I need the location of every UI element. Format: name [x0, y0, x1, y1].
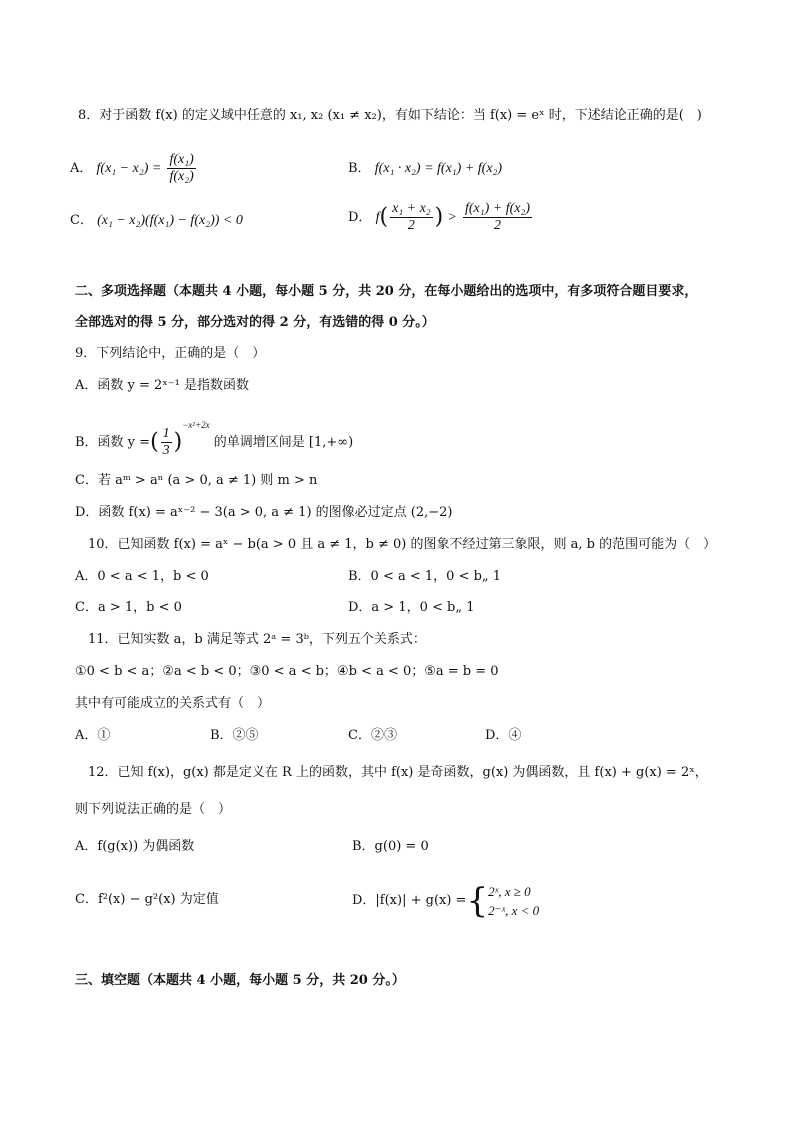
q9-option-b-fraction — [161, 426, 172, 459]
q9-option-d: D．函数 f(x) = aˣ⁻² − 3(a > 0, a ≠ 1) 的图像必过定点 (2,−2) — [75, 505, 453, 520]
q8-option-d-lhs-denominator: 2 — [407, 218, 415, 233]
q9-option-b-exponent: −x²+2x — [182, 420, 210, 430]
q9-option-b-suffix: 的单调增区间是 [1,+∞) — [213, 435, 354, 450]
q8-option-a-expr: f(x₁ − x₂) = — [96, 161, 162, 176]
q12-option-b: B．g(0) = 0 — [352, 839, 429, 854]
q12-option-d — [352, 882, 539, 922]
q11-stem: 11．已知实数 a，b 满足等式 2ᵃ = 3ᵇ，下列五个关系式： — [88, 632, 426, 647]
q12-option-d-prefix: D．|f(x)| + g(x) = — [352, 893, 467, 908]
q8-option-d-f: f — [375, 210, 380, 225]
q9-option-b-rparen: ) — [173, 429, 183, 455]
q10-stem: 10．已知函数 f(x) = aˣ − b(a > 0 且 a ≠ 1，b ≠ 0) 的图象不经过第三象限，则 a, b 的范围可能为（ ） — [88, 537, 717, 552]
q8-option-b-label: B． — [348, 161, 371, 176]
q12-option-d-case1: 2ˣ, x ≥ 0 — [488, 884, 531, 899]
q8-option-a-label: A． — [70, 161, 93, 176]
q8-option-d-rhs-fraction — [463, 201, 532, 234]
q10-option-d: D．a > 1，0 < b„ 1 — [348, 600, 475, 615]
section-2-heading-line2: 全部选对的得 5 分，部分选对的得 2 分，有选错的得 0 分。） — [75, 315, 435, 330]
q8-option-c — [70, 212, 243, 230]
q8-option-b — [348, 160, 502, 178]
q9-option-c: C．若 aᵐ > aⁿ (a > 0, a ≠ 1) 则 m > n — [75, 473, 318, 488]
q8-option-a-numerator: f(x₁) — [169, 152, 194, 167]
q8-option-c-label: C． — [70, 213, 93, 228]
q11-option-d: D．④ — [485, 728, 522, 743]
q8-option-d-operator: > — [447, 210, 457, 225]
q9-option-a: A．函数 y = 2ˣ⁻¹ 是指数函数 — [75, 378, 250, 393]
q12-option-d-cases — [488, 882, 539, 920]
q11-option-a: A．① — [75, 728, 111, 743]
q11-option-b: B．②⑤ — [210, 728, 259, 743]
q10-option-b: B．0 < a < 1，0 < b„ 1 — [348, 569, 502, 584]
q9-option-b-lparen: ( — [150, 429, 159, 455]
q10-option-a: A．0 < a < 1，b < 0 — [75, 569, 209, 584]
q11-question: 其中有可能成立的关系式有（ ） — [75, 696, 271, 711]
q8-option-d-rparen: ) — [434, 204, 444, 230]
q8-option-d-lhs-fraction — [390, 201, 433, 234]
section-2-heading-line1: 二、多项选择题（本题共 4 小题，每小题 5 分，共 20 分，在每小题给出的选项中，有多项符合题目要求， — [75, 284, 698, 299]
q8-option-b-expr: f(x₁ · x₂) = f(x₁) + f(x₂) — [374, 161, 503, 176]
q9-option-b-prefix: B．函数 y = — [75, 435, 151, 450]
q8-option-d-rhs-denominator: 2 — [494, 218, 502, 233]
q12-stem-continued: 则下列说法正确的是（ ） — [75, 802, 232, 817]
q8-option-d — [348, 201, 534, 234]
q8-option-d-lparen: ( — [379, 204, 389, 230]
q8-option-d-label: D． — [348, 210, 372, 225]
q8-option-a — [70, 152, 198, 185]
q8-option-a-denominator: f(x₂) — [169, 169, 194, 184]
q12-option-c: C．f²(x) − g²(x) 为定值 — [75, 892, 219, 907]
q9-stem: 9．下列结论中，正确的是（ ） — [75, 346, 266, 361]
q12-option-a: A．f(g(x)) 为偶函数 — [75, 839, 195, 854]
q12-option-d-case2: 2⁻ˣ, x < 0 — [488, 903, 540, 918]
q8-option-d-rhs-numerator: f(x₁) + f(x₂) — [465, 201, 531, 216]
q12-option-d-brace: { — [466, 881, 489, 921]
q12-stem: 12．已知 f(x)，g(x) 都是定义在 R 上的函数，其中 f(x) 是奇函数，g(x) 为偶函数，且 f(x) + g(x) = 2ˣ， — [88, 765, 708, 780]
q9-option-b — [75, 416, 353, 459]
q8-option-d-lhs-numerator: x₁ + x₂ — [392, 201, 431, 216]
q11-relations: ①0 < b < a；②a < b < 0；③0 < a < b；④b < a < 0；⑤a = b = 0 — [75, 664, 499, 679]
q8-option-a-fraction — [167, 152, 195, 185]
q9-option-b-numerator: 1 — [162, 426, 170, 441]
q9-option-b-denominator: 3 — [162, 443, 170, 458]
q11-option-c: C．②③ — [348, 728, 397, 743]
section-3-heading: 三、填空题（本题共 4 小题，每小题 5 分，共 20 分。） — [75, 973, 405, 988]
q8-stem: 8．对于函数 f(x) 的定义域中任意的 x₁, x₂ (x₁ ≠ x₂)，有如下结论：当 f(x) = eˣ 时，下述结论正确的是( ) — [78, 108, 702, 123]
q10-option-c: C．a > 1，b < 0 — [75, 600, 182, 615]
q8-option-c-expr: (x₁ − x₂)(f(x₁) − f(x₂)) < 0 — [97, 213, 243, 228]
